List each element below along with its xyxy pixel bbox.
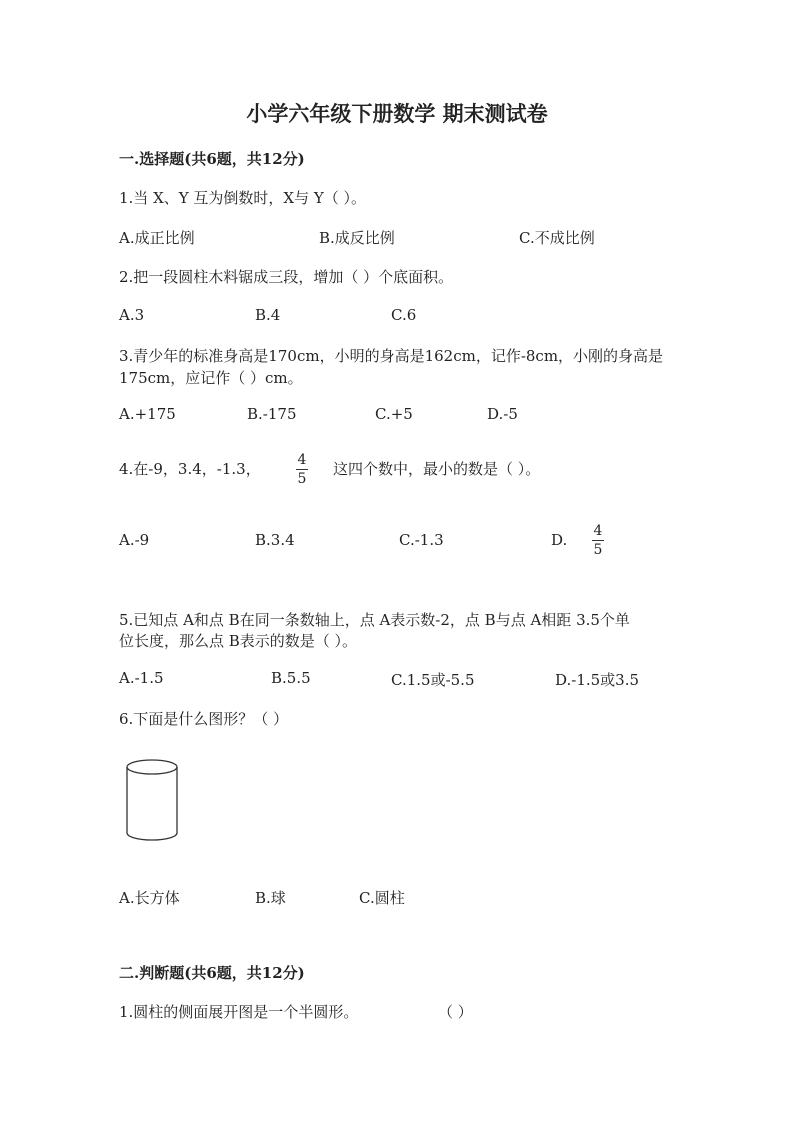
q4-fraction (296, 452, 308, 487)
question-4-suffix: 这四个数中，最小的数是（ ）。 (333, 460, 541, 478)
q5-option-b: B.5.5 (271, 669, 311, 687)
q4-fraction-denominator: 5 (297, 471, 307, 487)
question-3-line-1: 3.青少年的标准身高是170cm，小明的身高是162cm，记作-8cm，小刚的身高是 (119, 347, 664, 365)
q6-option-c: C.圆柱 (359, 889, 405, 907)
q4-option-d-denominator: 5 (593, 542, 603, 558)
q1-option-b: B.成反比例 (319, 229, 395, 247)
question-6-text: 6.下面是什么图形？（ ） (119, 710, 289, 728)
fraction-bar (296, 469, 308, 470)
section-heading-judgement: 二.判断题(共6题，共12分) (119, 964, 305, 982)
q4-option-c: C.-1.3 (399, 531, 444, 549)
section-heading-choice: 一.选择题(共6题，共12分) (119, 150, 305, 168)
question-5-line-2: 位长度，那么点 B表示的数是（ ）。 (119, 632, 358, 650)
q4-option-d-numerator: 4 (593, 523, 603, 539)
q3-option-c: C.+5 (375, 405, 413, 423)
judgement-1-text: 1.圆柱的侧面展开图是一个半圆形。 (119, 1003, 359, 1021)
q5-option-d: D.-1.5或3.5 (555, 671, 640, 689)
q5-option-a: A.-1.5 (119, 669, 164, 687)
q6-option-b: B.球 (255, 889, 286, 907)
question-3-line-2: 175cm，应记作（ ）cm。 (119, 369, 303, 387)
q4-option-d-fraction (592, 523, 604, 558)
cylinder-figure (124, 758, 180, 842)
question-1-text: 1.当 X、Y 互为倒数时，X与 Y（ ）。 (119, 189, 367, 207)
q3-option-d: D.-5 (487, 405, 518, 423)
q3-option-b: B.-175 (247, 405, 297, 423)
judgement-1-blank: （ ） (438, 1003, 473, 1021)
q4-option-a: A.-9 (119, 531, 150, 549)
question-2-text: 2.把一段圆柱木料锯成三段，增加（ ）个底面积。 (119, 268, 454, 286)
q2-option-c: C.6 (391, 306, 417, 324)
q1-option-c: C.不成比例 (519, 229, 595, 247)
q2-option-a: A.3 (119, 306, 145, 324)
q4-option-d: D. (551, 531, 568, 549)
question-4-prefix: 4.在-9，3.4，-1.3， (119, 460, 261, 478)
page-title: 小学六年级下册数学 期末测试卷 (246, 101, 548, 126)
fraction-bar (592, 540, 604, 541)
question-5-line-1: 5.已知点 A和点 B在同一条数轴上，点 A表示数-2，点 B与点 A相距 3.5个单 (119, 611, 630, 629)
q4-option-b: B.3.4 (255, 531, 295, 549)
q6-option-a: A.长方体 (119, 889, 180, 907)
q4-fraction-numerator: 4 (297, 452, 307, 468)
q5-option-c: C.1.5或-5.5 (391, 671, 475, 689)
q1-option-a: A.成正比例 (119, 229, 195, 247)
q2-option-b: B.4 (255, 306, 281, 324)
q3-option-a: A.+175 (119, 405, 176, 423)
